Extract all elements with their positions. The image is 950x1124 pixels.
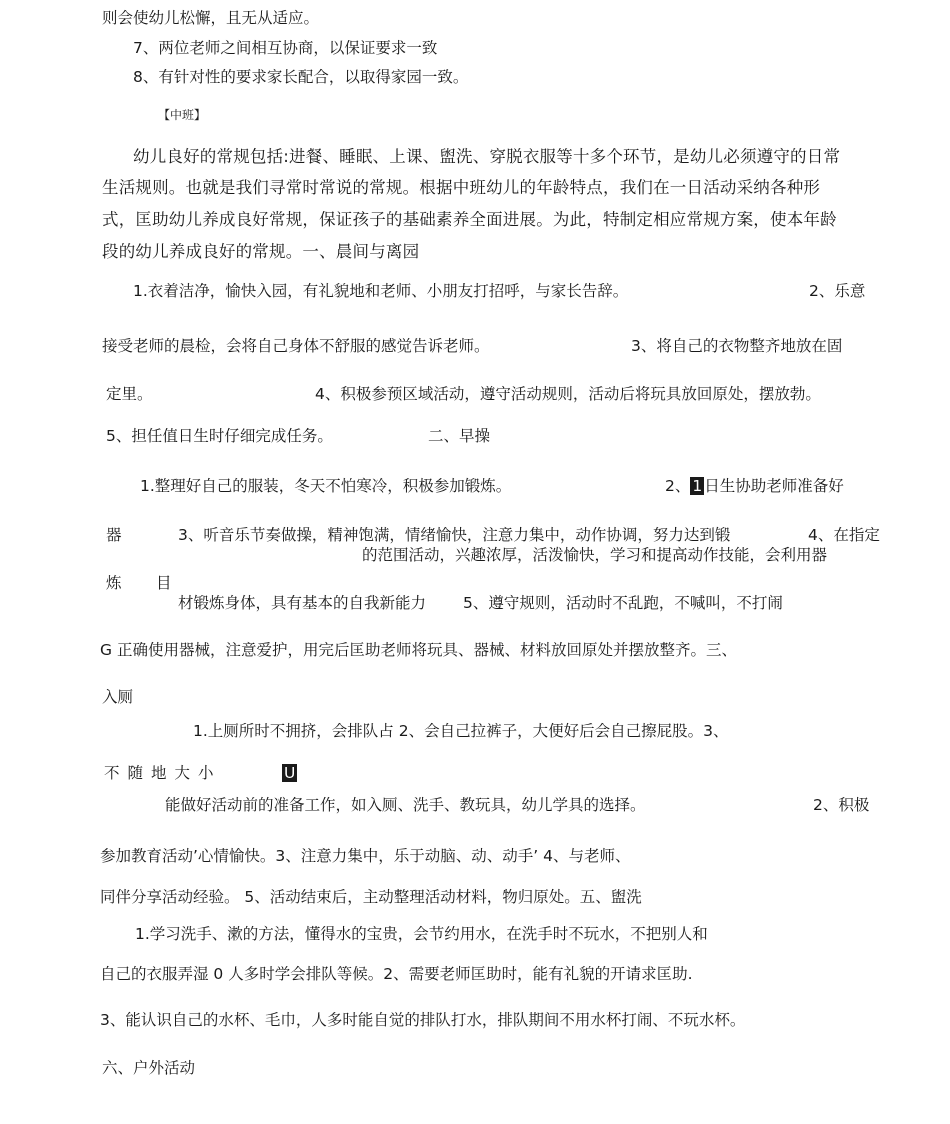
paragraph-line: 生活规则。也就是我们寻常时常说的常规。根据中班幼儿的年龄特点，我们在一日活动采纳各种形 (102, 178, 821, 197)
highlighted-glyph: U (284, 764, 296, 782)
section-heading: 入厕 (102, 688, 134, 706)
text-line: 自己的衣服弄湿 0 人多时学会排队等候。2、需要老师匡助时，能有礼貌的开请求匡助. (100, 965, 693, 983)
highlighted-glyph: 1 (692, 477, 703, 495)
text-line: 接受老师的晨检，会将自己身体不舒服的感觉告诉老师。 (102, 337, 490, 355)
text-line: 4、积极参预区域活动，遵守活动规则，活动后将玩具放回原处，摆放勃。 (315, 385, 821, 403)
text-line: 参加教育活动’心情愉快。3、注意力集中，乐于动脑、动、动手’ 4、与老师、 (100, 847, 631, 865)
text-line: 材锻炼身体，具有基本的自我新能力 (178, 594, 427, 612)
text-line: 器 (106, 526, 122, 544)
text-line: 3、将自己的衣物整齐地放在固 (631, 337, 843, 355)
text-line: 3、听音乐节奏做操，精神饱满，情绪愉快，注意力集中，动作协调，努力达到锻 (178, 526, 731, 544)
text-line (665, 476, 844, 496)
text-line: 1.整理好自己的服装，冬天不怕寒冷，积极参加锻炼。 (140, 477, 512, 495)
paragraph-line: 幼儿良好的常规包括:进餐、睡眠、上课、盥洗、穿脱衣服等十多个环节，是幼儿必须遵守的日常 (133, 147, 841, 166)
text-line: 8、有针对性的要求家长配合，以取得家园一致。 (133, 68, 469, 86)
text-line: 的范围活动，兴趣浓厚，活泼愉快，学习和提高动作技能，会利用器 (362, 546, 828, 564)
text-line (282, 763, 297, 783)
text-line: 则会使幼儿松懈，且无从适应。 (102, 9, 320, 27)
text-line: 目 (156, 574, 172, 592)
text-line: 同伴分享活动经验。 5、活动结束后，主动整理活动材料，物归原处。五、盥洗 (100, 888, 642, 906)
section-heading: 【中班】 (158, 108, 207, 122)
text-line: 2、积极 (813, 796, 870, 814)
text-line: 炼 (106, 574, 122, 592)
text-line: 7、两位老师之间相互协商，以保证要求一致 (133, 39, 438, 57)
section-heading: 二、早操 (428, 427, 491, 445)
text-line: 4、在指定 (808, 526, 880, 544)
text-line: 能做好活动前的准备工作，如入厕、洗手、教玩具，幼儿学具的选择。 (165, 796, 646, 814)
text-line: 1.学习洗手、漱的方法，懂得水的宝贵，会节约用水，在洗手时不玩水，不把别人和 (135, 925, 708, 943)
text-line: 5、遵守规则，活动时不乱跑，不喊叫，不打闹 (463, 594, 783, 612)
text-line: 1.衣着洁净，愉快入园，有礼貌地和老师、小朋友打招呼，与家长告辞。 (133, 282, 629, 300)
text-segment: 2、 (665, 477, 691, 495)
paragraph-line: 段的幼儿养成良好的常规。一、晨间与离园 (102, 242, 420, 261)
text-segment: 日生协助老师准备好 (704, 477, 844, 495)
text-line: G 正确使用器械，注意爱护，用完后匡助老师将玩具、器械、材料放回原处并摆放整齐。三、 (100, 641, 737, 659)
text-line: 不随地大小 (104, 764, 222, 782)
text-line: 2、乐意 (809, 282, 866, 300)
text-line: 3、能认识自己的水杯、毛巾，人多时能自觉的排队打水，排队期间不用水杯打闹、不玩水杯。 (100, 1011, 746, 1029)
text-line: 定里。 (106, 385, 153, 403)
section-heading: 六、户外活动 (102, 1059, 196, 1077)
paragraph-line: 式，匡助幼儿养成良好常规，保证孩子的基础素养全面进展。为此，特制定相应常规方案，使本年龄 (102, 210, 837, 229)
text-line: 1.上厕所时不拥挤，会排队占 2、会自己拉裤子，大便好后会自己擦屁股。3、 (193, 722, 729, 740)
text-line: 5、担任值日生时仔细完成任务。 (106, 427, 333, 445)
